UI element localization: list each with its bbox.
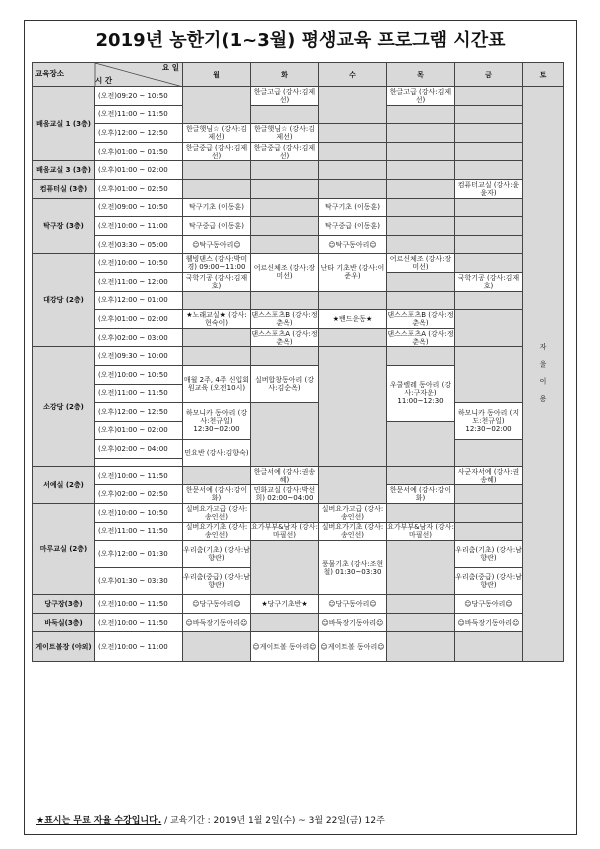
empty-cell [183, 87, 251, 124]
empty-cell [455, 124, 523, 143]
class-cell: 댄스스포츠A (강사:정춘옥) [251, 329, 318, 346]
empty-cell [183, 347, 251, 366]
class-cell: 민화교실 (강사:박선희) 02:00~04:00 [251, 485, 319, 504]
empty-cell [455, 485, 523, 504]
class-cell: 실버요가기초 (강사:송인선) [319, 522, 387, 541]
time-slot-spacer [95, 458, 183, 466]
empty-cell [251, 198, 319, 217]
class-cell: ☺게이트볼 동아리☺ [251, 632, 319, 662]
class-cell: ☺바둑장기동아리☺ [183, 613, 251, 632]
empty-cell [183, 632, 251, 662]
class-cell: 한글중급 (강사:김제선) [251, 142, 319, 161]
empty-cell [251, 613, 319, 632]
page-title: 2019년 농한기(1~3월) 평생교육 프로그램 시간표 [95, 30, 506, 51]
class-cell: 국학기공 (강사:김재호) [455, 272, 523, 291]
time-slot: (오후)01:00 ~ 02:00 [95, 421, 183, 440]
class-cell: 실버합창동아리 (강사:김순옥) [251, 365, 319, 402]
time-slot: (오후)01:00 ~ 01:50 [95, 142, 183, 161]
empty-cell [251, 504, 319, 523]
empty-cell [387, 124, 455, 143]
empty-cell [251, 403, 319, 467]
class-cell: 민요반 (강사:김향숙) [183, 440, 251, 467]
class-cell: 요가부부&남자 (강사:마필선) [251, 523, 318, 540]
room-label: 당구장(3층) [33, 595, 95, 614]
time-slot: (오후)02:00 ~ 03:00 [95, 328, 183, 347]
room-label: 마루교실 (2층) [33, 504, 95, 595]
empty-cell [455, 105, 523, 124]
class-cell: 우리춤(중급) (강사:남향란) [183, 568, 251, 595]
class-cell: ★당구기초반★ [251, 595, 319, 614]
class-cell: 어르신체조 (강사:장미선) [387, 254, 455, 273]
class-cell: 요가부부&남자 (강사:마필선) [387, 523, 454, 540]
header-corner [33, 63, 183, 87]
empty-cell [183, 328, 251, 347]
empty-cell [251, 541, 319, 595]
empty-cell [319, 291, 387, 310]
empty-cell [455, 87, 523, 106]
class-cell: 매월 2주, 4주 신입회원교육 (오전10시) [183, 365, 251, 402]
class-cell: 우리춤(기초) (강사:남향란) [183, 541, 251, 568]
class-cell: 탁구중급 (이동훈) [319, 217, 387, 236]
class-cell: 댄스스포츠A (강사:정춘옥) [387, 329, 454, 346]
class-cell: 한글햇님☆ (강사:김제선) [251, 124, 319, 143]
room-label: 게이트볼장 (야외) [33, 632, 95, 662]
empty-cell [387, 161, 455, 180]
empty-cell [455, 504, 523, 523]
empty-cell [251, 235, 319, 254]
time-slot: (오전)09:00 ~ 10:50 [95, 198, 183, 217]
room-label: 탁구장 (3층) [33, 198, 95, 254]
class-cell: 실버요가기초 (강사: 송인선) [183, 522, 251, 541]
empty-cell [319, 328, 387, 347]
time-slot: (오후)02:00 ~ 02:50 [95, 485, 183, 504]
time-slot: (오후)01:30 ~ 03:30 [95, 568, 183, 595]
class-cell: 우쿨렐레 동아리 (강사:구자운) 11:00~12:30 [387, 365, 455, 421]
time-slot: (오전)11:00 ~ 11:50 [95, 384, 183, 403]
empty-cell [455, 254, 523, 273]
class-cell: 하모니카 동아리 (강사:천규일) 12:30~02:00 [183, 403, 251, 440]
timetable [32, 62, 564, 662]
class-cell: 어르신체조 (강사:장미선) [251, 254, 319, 291]
empty-cell [387, 272, 455, 291]
time-slot: (오후)12:00 ~ 12:50 [95, 124, 183, 143]
class-cell: 웰빙댄스 (강사:박미경) 09:00~11:00 [183, 254, 251, 273]
empty-cell [319, 142, 387, 161]
empty-cell [387, 613, 455, 632]
class-cell: 하모니카 동아리 (지도:천규일) 12:30~02:00 [455, 403, 523, 440]
room-label: 대강당 (2층) [33, 254, 95, 347]
room-label: 소강당 (2층) [33, 347, 95, 467]
empty-cell [455, 310, 523, 347]
empty-cell [319, 347, 387, 467]
time-slot: (오전)09:30 ~ 10:00 [95, 347, 183, 366]
class-cell: 국학기공 (강사:김재호) [183, 272, 251, 291]
time-slot: (오전)09:20 ~ 10:50 [95, 87, 183, 106]
empty-cell [251, 347, 319, 366]
class-cell: 탁구기초 (이동훈) [319, 198, 387, 217]
time-slot: (오전)11:00 ~ 11:50 [95, 522, 183, 541]
class-cell: 난타 기초반 (강사:이준우) [319, 254, 387, 291]
class-cell: 한글고급 (강사:김제선) [387, 87, 455, 106]
class-cell: ★노래교실★ (강사: 현숙이) [183, 310, 251, 329]
time-slot: (오전)10:00 ~ 11:50 [95, 466, 183, 485]
empty-cell [319, 161, 387, 180]
class-cell: ☺당구동아리☺ [183, 595, 251, 614]
footer [36, 813, 385, 826]
header-mon: 월 [183, 63, 251, 87]
class-cell: ☺당구동아리☺ [455, 595, 523, 614]
empty-cell [455, 522, 523, 541]
empty-cell [455, 161, 523, 180]
class-cell: 댄스스포츠B (강사:정춘옥) [387, 310, 454, 327]
empty-cell [387, 595, 455, 614]
class-cell: 풍물기초 (강사:조현철) 01:30~03:30 [319, 541, 387, 595]
class-cell: 한글햇님☆ (강사:김제선) [183, 124, 251, 143]
time-slot: (오전)10:00 ~ 10:50 [95, 254, 183, 273]
header-room: 교육장소 [35, 69, 64, 78]
class-cell: 한글고급 (강사:김제선) [251, 87, 319, 106]
class-cell: 한문서예 (강사:강이화) [183, 485, 251, 504]
header-sat: 토 [523, 63, 564, 87]
class-cell: 한문서예 (강사:강이화) [387, 485, 455, 504]
class-cell: ☺바둑장기동아리☺ [455, 613, 523, 632]
header-time: 시 간 [95, 76, 113, 85]
empty-cell [455, 632, 523, 662]
room-label: 컴퓨터실 (3층) [33, 179, 95, 198]
empty-cell [319, 87, 387, 124]
time-slot: (오후)02:00 ~ 04:00 [95, 440, 183, 459]
class-cell: ☺당구동아리☺ [319, 595, 387, 614]
time-slot: (오후)12:00 ~ 01:00 [95, 291, 183, 310]
class-cell: 탁구기초 (이동훈) [183, 198, 251, 217]
empty-cell [183, 161, 251, 180]
empty-cell [319, 179, 387, 198]
room-label: 바둑실(3층) [33, 613, 95, 632]
time-slot: (오전)11:00 ~ 12:00 [95, 272, 183, 291]
time-slot: (오전)10:00 ~ 10:50 [95, 365, 183, 384]
empty-cell [183, 291, 251, 310]
saturday-column [523, 87, 564, 662]
header-wed: 수 [319, 63, 387, 87]
class-cell: ☺게이트볼 동아리☺ [319, 632, 387, 662]
empty-cell [387, 347, 455, 366]
time-slot: (오후)01:00 ~ 02:00 [95, 161, 183, 180]
class-cell: 한글서예 (강사:권송혜) [251, 466, 319, 485]
time-slot: (오전)11:00 ~ 11:50 [95, 105, 183, 124]
time-slot: (오전)10:00 ~ 11:00 [95, 217, 183, 236]
empty-cell [319, 466, 387, 503]
empty-cell [455, 217, 523, 236]
class-cell: 탁구중급 (이동훈) [183, 217, 251, 236]
class-cell: ☺탁구동아리☺ [183, 235, 251, 254]
empty-cell [387, 504, 455, 523]
class-cell: 사군자서예 (강사:권송혜) [455, 466, 523, 485]
class-cell: 컴퓨터교실 (강사:윤윤자) [455, 179, 523, 198]
footer-note: ★표시는 무료 자율 수강입니다. [36, 816, 162, 826]
empty-cell [387, 291, 455, 310]
time-slot: (오전)10:00 ~ 11:00 [95, 632, 183, 662]
empty-cell [387, 421, 455, 466]
class-cell: ★밴드운동★ [319, 310, 387, 329]
header-fri: 금 [455, 63, 523, 87]
empty-cell [251, 161, 319, 180]
header-thu: 목 [387, 63, 455, 87]
header-tue: 화 [251, 63, 319, 87]
time-slot: (오후)12:00 ~ 12:50 [95, 403, 183, 422]
class-cell: 댄스스포츠B (강사:정춘옥) [251, 310, 318, 327]
empty-cell [455, 198, 523, 217]
empty-cell [183, 179, 251, 198]
room-label: 배움교실 1 (3층) [33, 87, 95, 161]
empty-cell [387, 105, 455, 124]
class-cell: 실버요가고급 (강사: 송인선) [319, 504, 387, 523]
class-cell: 한글중급 (강사:김제선) [183, 142, 251, 161]
empty-cell [387, 541, 455, 595]
empty-cell [387, 235, 455, 254]
empty-cell [387, 198, 455, 217]
time-slot: (오후)01:00 ~ 02:50 [95, 179, 183, 198]
empty-cell [387, 142, 455, 161]
empty-cell [387, 217, 455, 236]
class-cell: 우리춤(기초) (강사:남향란) [455, 541, 523, 568]
empty-cell [455, 291, 523, 310]
time-slot: (오후)12:00 ~ 01:30 [95, 541, 183, 568]
empty-cell [183, 466, 251, 485]
empty-cell [319, 124, 387, 143]
empty-cell [387, 466, 455, 485]
empty-cell [455, 142, 523, 161]
time-slot: (오후)01:00 ~ 02:00 [95, 310, 183, 329]
time-slot: (오전)03:30 ~ 05:00 [95, 235, 183, 254]
time-slot: (오전)10:00 ~ 11:50 [95, 595, 183, 614]
footer-period: / 교육기간 : 2019년 1월 2일(수) ~ 3월 22일(금) 12주 [164, 816, 385, 826]
time-slot: (오전)10:00 ~ 10:50 [95, 504, 183, 523]
header-day: 요 일 [161, 63, 179, 72]
class-cell: 우리춤(중급) (강사:남향란) [455, 568, 523, 595]
empty-cell [455, 440, 523, 467]
empty-cell [387, 179, 455, 198]
empty-cell [387, 632, 455, 662]
room-label: 배움교실 3 (3층) [33, 161, 95, 180]
time-slot: (오전)10:00 ~ 11:50 [95, 613, 183, 632]
sat-text: 자 율 이 용 [539, 342, 547, 406]
room-label: 서예실 (2층) [33, 466, 95, 503]
empty-cell [251, 217, 319, 236]
empty-cell [455, 347, 523, 403]
empty-cell [455, 235, 523, 254]
class-cell: 실버요가고급 (강사: 송인선) [183, 504, 251, 523]
class-cell: ☺바둑장기동아리☺ [319, 613, 387, 632]
empty-cell [251, 291, 319, 310]
empty-cell [251, 105, 319, 124]
empty-cell [251, 179, 319, 198]
class-cell: ☺탁구동아리☺ [319, 235, 387, 254]
